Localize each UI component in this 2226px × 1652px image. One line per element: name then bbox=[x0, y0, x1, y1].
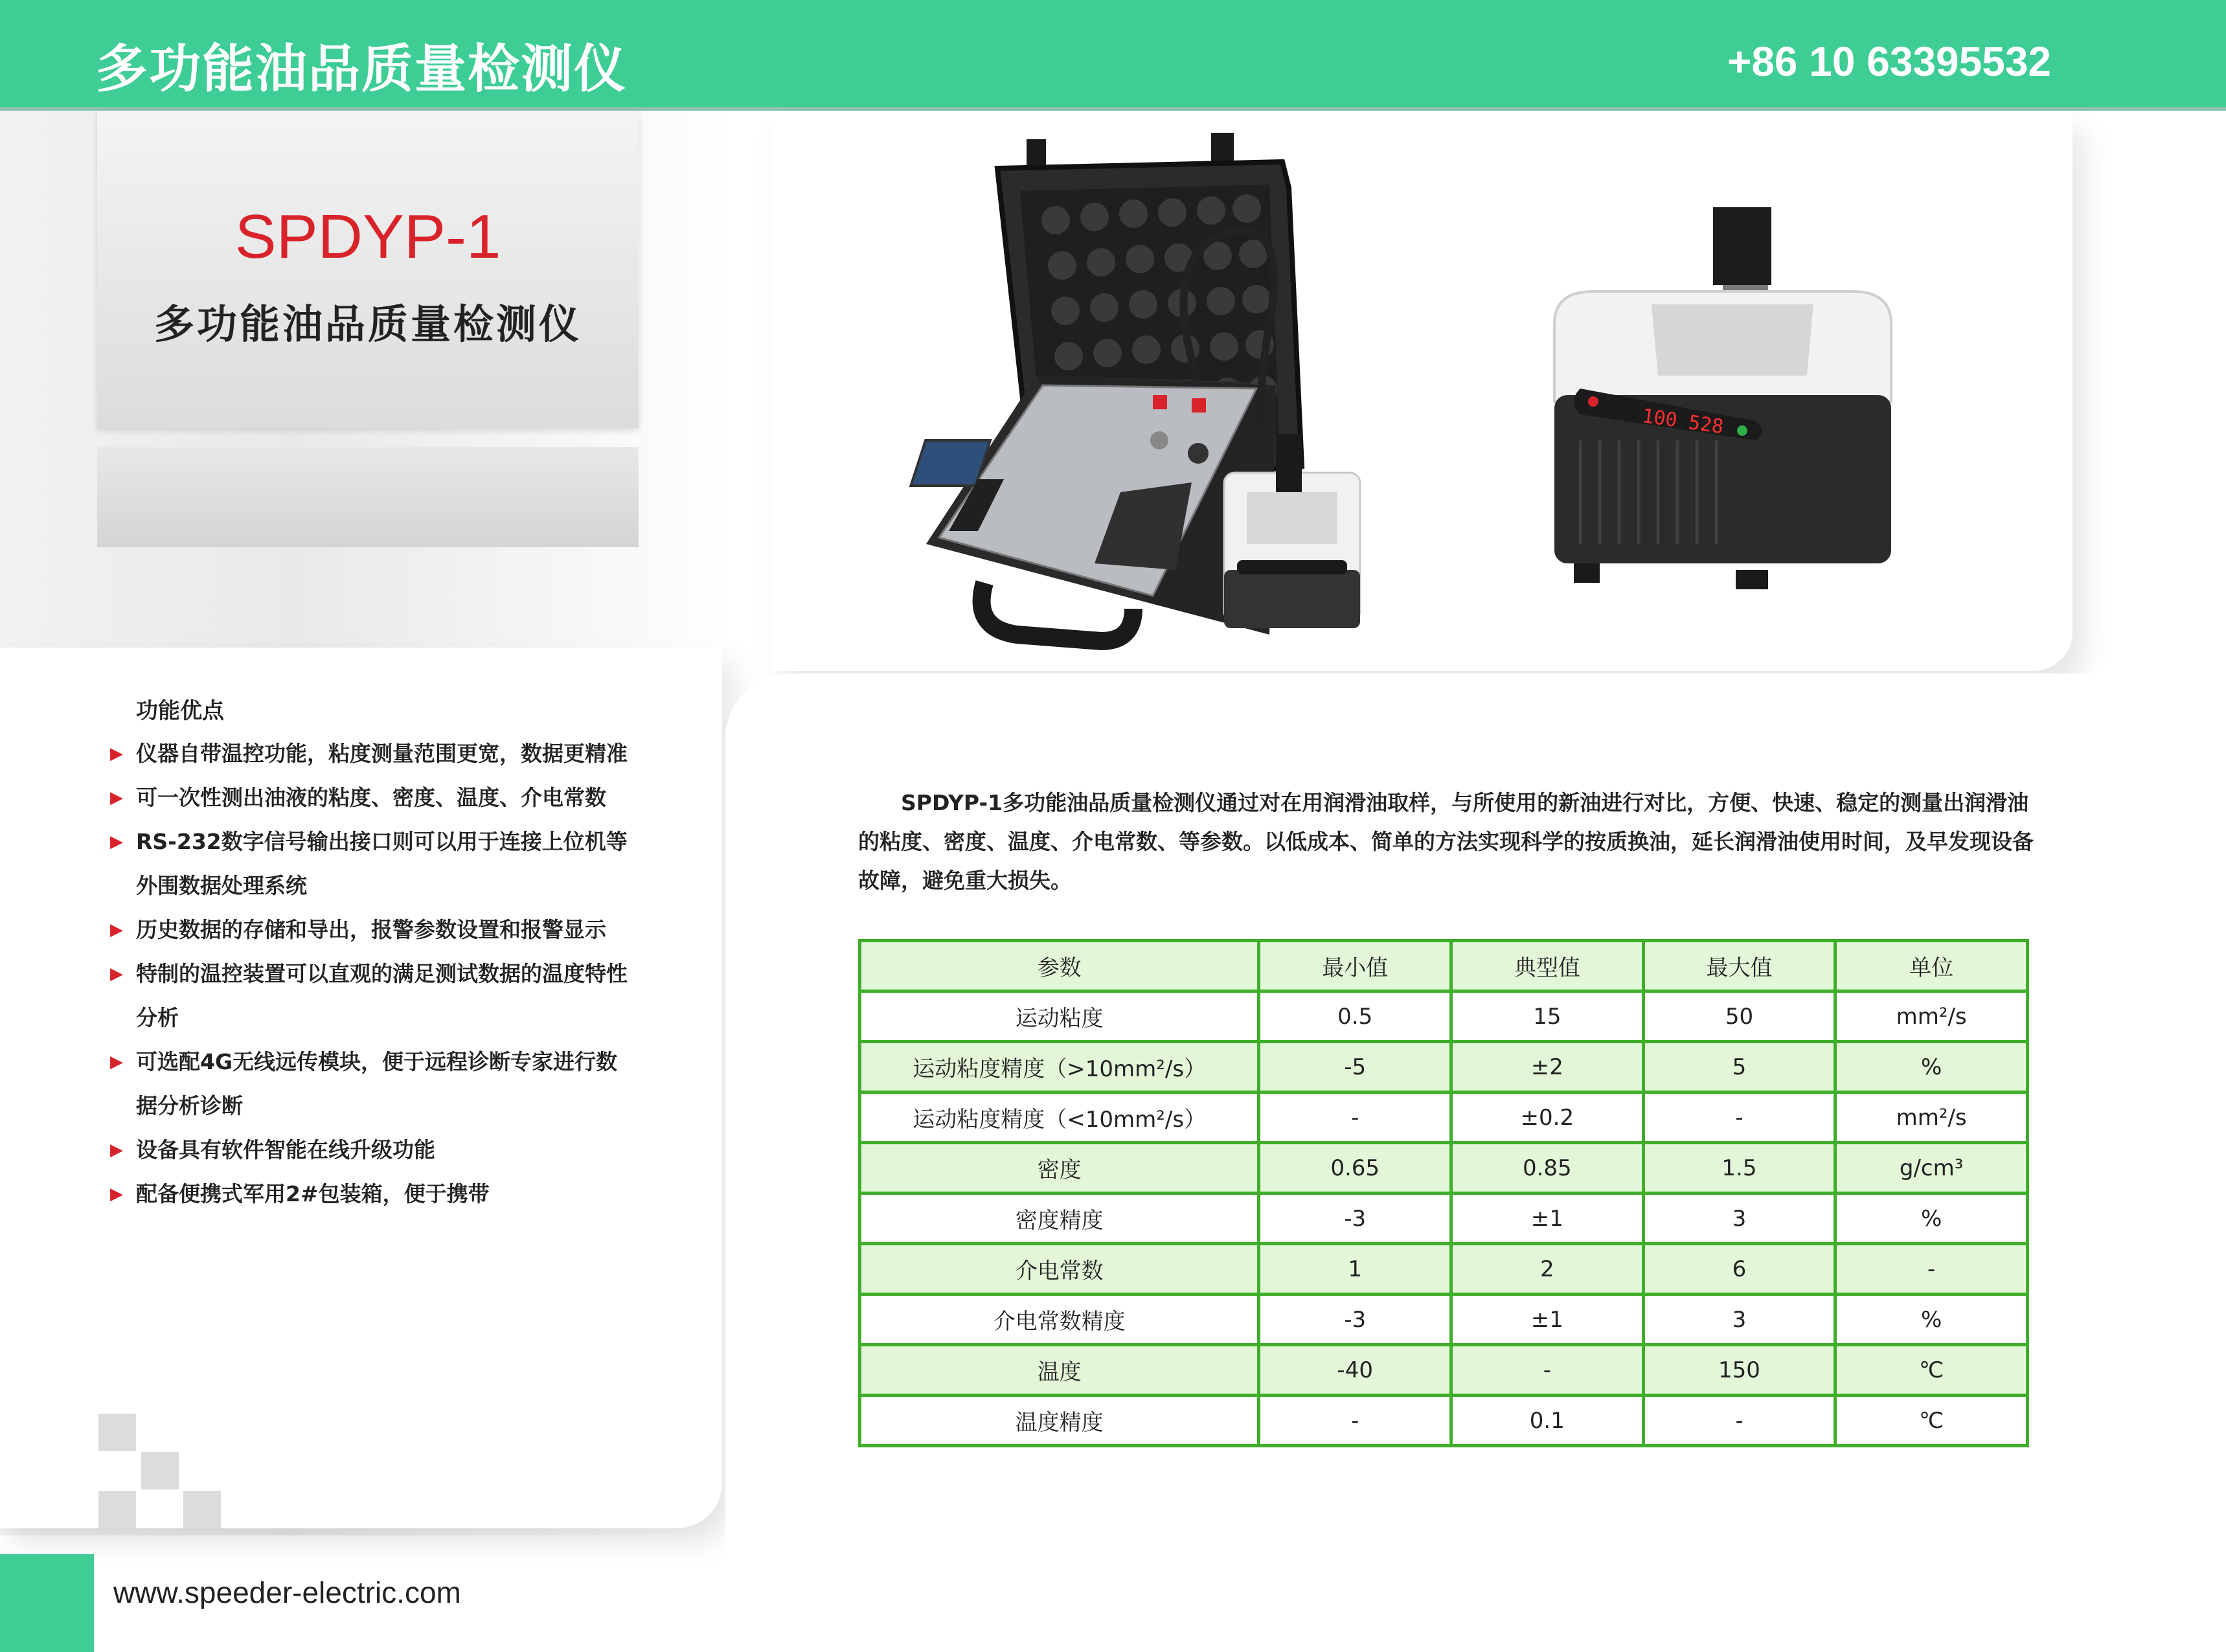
table-cell: - bbox=[1259, 1092, 1451, 1143]
feature-item bbox=[110, 1172, 628, 1216]
header-phone: +86 10 63395532 bbox=[1727, 38, 2051, 85]
feature-text: 历史数据的存储和导出，报警参数设置和报警显示 bbox=[136, 917, 606, 942]
bullet-arrow-icon: ▶ bbox=[110, 1184, 123, 1204]
table-cell: 1 bbox=[1259, 1244, 1451, 1295]
decorative-square bbox=[98, 1491, 136, 1528]
table-cell: 6 bbox=[1643, 1244, 1835, 1295]
feature-item bbox=[110, 1040, 628, 1128]
feature-text: 可选配4G无线远传模块，便于远程诊断专家进行数据分析诊断 bbox=[136, 1049, 618, 1118]
bullet-arrow-icon: ▶ bbox=[110, 920, 123, 940]
feature-item bbox=[110, 1128, 628, 1172]
table-row bbox=[860, 991, 2028, 1042]
table-cell: 温度精度 bbox=[860, 1396, 1259, 1446]
heater-readout: 100 528 bbox=[1641, 404, 1725, 439]
bullet-arrow-icon: ▶ bbox=[110, 1052, 123, 1072]
table-cell: 150 bbox=[1643, 1345, 1835, 1396]
table-cell: 0.1 bbox=[1451, 1396, 1644, 1446]
table-cell: - bbox=[1835, 1244, 2028, 1295]
table-cell: 介电常数 bbox=[860, 1244, 1259, 1295]
table-cell: 0.5 bbox=[1259, 991, 1451, 1042]
feature-text: 设备具有软件智能在线升级功能 bbox=[136, 1137, 435, 1162]
footer-accent bbox=[0, 1554, 94, 1652]
feature-item bbox=[110, 908, 628, 952]
bullet-arrow-icon: ▶ bbox=[110, 744, 123, 764]
table-cell: ±1 bbox=[1451, 1295, 1644, 1345]
header-title: 多功能油品质量检测仪 bbox=[96, 39, 627, 99]
table-cell: 0.85 bbox=[1451, 1143, 1644, 1194]
table-cell: ℃ bbox=[1835, 1345, 2028, 1396]
decorative-square bbox=[141, 1452, 179, 1489]
decorative-square bbox=[98, 1414, 136, 1451]
bullet-arrow-icon: ▶ bbox=[110, 788, 123, 808]
product-name: 多功能油品质量检测仪 bbox=[153, 300, 582, 348]
table-cell: - bbox=[1451, 1345, 1644, 1396]
decorative-grey-bar bbox=[97, 447, 639, 547]
bullet-arrow-icon: ▶ bbox=[110, 832, 123, 852]
spec-table bbox=[858, 939, 2029, 1447]
table-cell: - bbox=[1643, 1396, 1835, 1446]
table-cell: 3 bbox=[1643, 1295, 1835, 1345]
table-row bbox=[860, 1396, 2028, 1446]
table-cell: mm²/s bbox=[1835, 991, 2028, 1042]
table-cell: % bbox=[1835, 1295, 2028, 1345]
table-cell: 5 bbox=[1643, 1042, 1835, 1092]
features-list bbox=[110, 732, 628, 1216]
table-header-row bbox=[860, 941, 2028, 991]
table-cell: 密度 bbox=[860, 1143, 1259, 1194]
table-row bbox=[860, 1295, 2028, 1345]
table-cell: 1.5 bbox=[1643, 1143, 1835, 1194]
table-cell: % bbox=[1835, 1042, 2028, 1092]
table-cell: ±1 bbox=[1451, 1194, 1644, 1244]
column-header: 参数 bbox=[860, 941, 1259, 991]
product-model: SPDYP-1 bbox=[234, 202, 501, 271]
feature-text: RS-232数字信号输出接口则可以用于连接上位机等外围数据处理系统 bbox=[136, 829, 628, 898]
table-cell: 0.65 bbox=[1259, 1143, 1451, 1194]
column-header: 最大值 bbox=[1643, 941, 1835, 991]
table-row bbox=[860, 1143, 2028, 1194]
table-cell: ℃ bbox=[1835, 1396, 2028, 1446]
table-cell: 50 bbox=[1643, 991, 1835, 1042]
product-description: SPDYP-1多功能油品质量检测仪通过对在用润滑油取样，与所使用的新油进行对比，方便、快速、稳定的测量出润滑油的粘度、密度、温度、介电常数、等参数。以低成本、简单的方法实现科学的按质换油，延长润滑油使用时间，及早发现设备故障，避免重大损失。 bbox=[858, 790, 2034, 893]
table-cell: - bbox=[1259, 1396, 1451, 1446]
table-row bbox=[860, 1194, 2028, 1244]
feature-text: 配备便携式军用2#包装箱，便于携带 bbox=[136, 1181, 490, 1206]
table-cell: -3 bbox=[1259, 1194, 1451, 1244]
column-header: 典型值 bbox=[1451, 941, 1644, 991]
table-cell: 温度 bbox=[860, 1345, 1259, 1396]
feature-item bbox=[110, 952, 628, 1040]
table-cell: 密度精度 bbox=[860, 1194, 1259, 1244]
feature-item bbox=[110, 820, 628, 908]
feature-text: 仪器自带温控功能，粘度测量范围更宽，数据更精准 bbox=[136, 741, 628, 766]
feature-text: 特制的温控装置可以直观的满足测试数据的温度特性分析 bbox=[136, 961, 628, 1030]
column-header: 最小值 bbox=[1259, 941, 1451, 991]
table-cell: - bbox=[1643, 1092, 1835, 1143]
title-box bbox=[97, 111, 639, 428]
column-header: 单位 bbox=[1835, 941, 2028, 991]
table-cell: mm²/s bbox=[1835, 1092, 2028, 1143]
table-cell: ±0.2 bbox=[1451, 1092, 1644, 1143]
table-cell: ±2 bbox=[1451, 1042, 1644, 1092]
bullet-arrow-icon: ▶ bbox=[110, 964, 123, 984]
table-cell: g/cm³ bbox=[1835, 1143, 2028, 1194]
table-cell: 介电常数精度 bbox=[860, 1295, 1259, 1345]
decorative-square bbox=[183, 1491, 221, 1528]
bullet-arrow-icon: ▶ bbox=[110, 1140, 123, 1160]
table-cell: 3 bbox=[1643, 1194, 1835, 1244]
table-cell: -5 bbox=[1259, 1042, 1451, 1092]
feature-item bbox=[110, 776, 628, 820]
table-cell: -40 bbox=[1259, 1345, 1451, 1396]
features-title: 功能优点 bbox=[136, 698, 224, 724]
table-cell: 15 bbox=[1451, 991, 1644, 1042]
heater-unit-image bbox=[1541, 207, 1904, 622]
table-cell: 运动粘度精度（>10mm²/s） bbox=[860, 1042, 1259, 1092]
table-cell: -3 bbox=[1259, 1295, 1451, 1345]
feature-item bbox=[110, 732, 628, 776]
table-cell: % bbox=[1835, 1194, 2028, 1244]
table-row bbox=[860, 1042, 2028, 1092]
feature-text: 可一次性测出油液的粘度、密度、温度、介电常数 bbox=[136, 785, 606, 810]
table-row bbox=[860, 1092, 2028, 1143]
table-row bbox=[860, 1244, 2028, 1295]
table-row bbox=[860, 1345, 2028, 1396]
footer-website[interactable]: www.speeder-electric.com bbox=[113, 1576, 461, 1609]
table-cell: 2 bbox=[1451, 1244, 1644, 1295]
table-cell: 运动粘度 bbox=[860, 991, 1259, 1042]
table-cell: 运动粘度精度（<10mm²/s） bbox=[860, 1092, 1259, 1143]
